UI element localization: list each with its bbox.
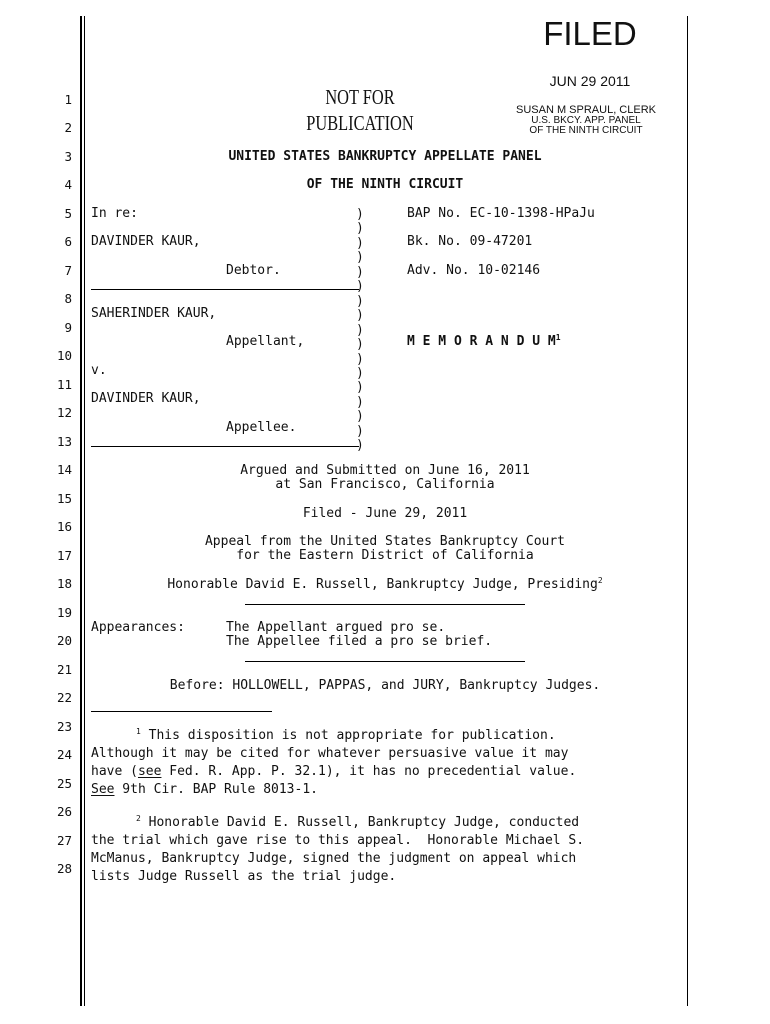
left-margin-rule-outer — [80, 16, 82, 1006]
presiding-judge — [90, 577, 680, 592]
line-number: 12 — [56, 405, 72, 420]
footnote-2-line-3: McManus, Bankruptcy Judge, signed the judgment on appeal which — [91, 851, 577, 866]
divider-lower — [245, 661, 525, 662]
line-number: 5 — [64, 206, 72, 221]
line-number: 23 — [56, 719, 72, 734]
line-number: 13 — [56, 434, 72, 449]
appearances-label: Appearances: — [91, 620, 185, 635]
panel-judges: Before: HOLLOWELL, PAPPAS, and JURY, Bankruptcy Judges. — [169, 678, 601, 693]
memorandum-footnote-mark: 1 — [555, 333, 561, 342]
line-number: 14 — [56, 462, 72, 477]
footnote-1-see-signal: see — [137, 764, 162, 779]
clerk-circuit: OF THE NINTH CIRCUIT — [529, 125, 643, 136]
divider-upper — [245, 604, 525, 605]
caption-bottom-rule — [91, 446, 359, 447]
line-number: 3 — [64, 149, 72, 164]
footnote-1-see-citation: See — [91, 782, 115, 797]
appellant-name: SAHERINDER KAUR, — [91, 306, 217, 321]
argued-location: at San Francisco, California — [275, 477, 495, 492]
caption-separator — [91, 289, 359, 290]
adv-number: Adv. No. 10-02146 — [407, 263, 541, 278]
appeal-from: Appeal from the United States Bankruptcy Court — [204, 534, 566, 549]
line-number: 2 — [64, 120, 72, 135]
memorandum-title — [407, 334, 561, 349]
line-number: 24 — [56, 747, 72, 762]
footnote-1-line-1 — [136, 728, 556, 743]
judge-footnote-mark: 2 — [597, 576, 603, 585]
line-number: 27 — [56, 833, 72, 848]
footnote-separator — [91, 711, 272, 712]
footnote-2-line-2: the trial which gave rise to this appeal. Honorable Michael S. — [91, 833, 585, 848]
court-name: UNITED STATES BANKRUPTCY APPELLATE PANEL — [228, 149, 542, 164]
clerk-panel: U.S. BKCY. APP. PANEL — [531, 115, 641, 126]
filed-stamp: FILED — [543, 15, 637, 52]
appearance-appellee: The Appellee filed a pro se brief. — [226, 634, 493, 649]
bk-number: Bk. No. 09-47201 — [407, 234, 533, 249]
footnote-2-text: Honorable David E. Russell, Bankruptcy Judge, conducted — [148, 815, 580, 830]
footnote-1-line-3 — [91, 764, 576, 779]
footnote-1-rule: 9th Cir. BAP Rule 8013-1. — [114, 782, 318, 797]
footnote-2-line-4: lists Judge Russell as the trial judge. — [91, 869, 397, 884]
filed-date: JUN 29 2011 — [549, 73, 631, 89]
footnote-2-line-1 — [136, 815, 579, 830]
line-number: 25 — [56, 776, 72, 791]
footnote-1-line-3-start: have ( — [91, 764, 138, 779]
line-number: 4 — [64, 177, 72, 192]
line-number: 22 — [56, 690, 72, 705]
in-re: In re: — [91, 206, 138, 221]
line-number: 18 — [56, 576, 72, 591]
memorandum-text: M E M O R A N D U M — [407, 334, 556, 349]
line-number: 21 — [56, 662, 72, 677]
appellee-name: DAVINDER KAUR, — [91, 391, 201, 406]
appeal-district: for the Eastern District of California — [236, 548, 534, 563]
left-margin-rule-inner — [84, 16, 85, 1006]
appearance-appellant: The Appellant argued pro se. — [226, 620, 446, 635]
line-number: 19 — [56, 605, 72, 620]
appellant-role: Appellant, — [226, 334, 305, 349]
filed-line: Filed - June 29, 2011 — [302, 506, 468, 521]
line-number: 15 — [56, 491, 72, 506]
footnote-1-mark: 1 — [136, 727, 141, 736]
presiding-judge-text: Honorable David E. Russell, Bankruptcy Judge, Presiding — [167, 577, 598, 592]
debtor-name: DAVINDER KAUR, — [91, 234, 201, 249]
debtor-role: Debtor. — [226, 263, 281, 278]
footnote-1-line-4 — [91, 782, 318, 797]
bap-number: BAP No. EC-10-1398-HPaJu — [407, 206, 595, 221]
line-number: 20 — [56, 633, 72, 648]
versus: v. — [91, 363, 107, 378]
line-number: 16 — [56, 519, 72, 534]
line-number: 6 — [64, 234, 72, 249]
line-number: 8 — [64, 291, 72, 306]
line-number: 1 — [64, 92, 72, 107]
appellee-role: Appellee. — [226, 420, 297, 435]
footnote-1-text: This disposition is not appropriate for publication. — [148, 728, 556, 743]
footnote-2-mark: 2 — [136, 814, 141, 823]
line-number: 26 — [56, 804, 72, 819]
footnote-1-line-3-end: Fed. R. App. P. 32.1), it has no precedential value. — [161, 764, 577, 779]
line-number: 9 — [64, 320, 72, 335]
clerk-name: SUSAN M SPRAUL, CLERK — [516, 104, 656, 116]
not-for-publication: NOT FOR PUBLICATION — [306, 85, 414, 135]
line-number: 17 — [56, 548, 72, 563]
line-number: 7 — [64, 263, 72, 278]
line-number: 11 — [56, 377, 72, 392]
argued-line: Argued and Submitted on June 16, 2011 — [240, 463, 530, 478]
line-number: 10 — [56, 348, 72, 363]
right-margin-rule — [687, 16, 688, 1006]
court-circuit: OF THE NINTH CIRCUIT — [306, 177, 464, 192]
line-number: 28 — [56, 861, 72, 876]
caption-paren-column: ) ) ) ) ) ) ) ) ) ) ) ) ) ) ) ) ) — [356, 207, 364, 454]
footnote-1-line-2: Although it may be cited for whatever persuasive value it may — [91, 746, 569, 761]
